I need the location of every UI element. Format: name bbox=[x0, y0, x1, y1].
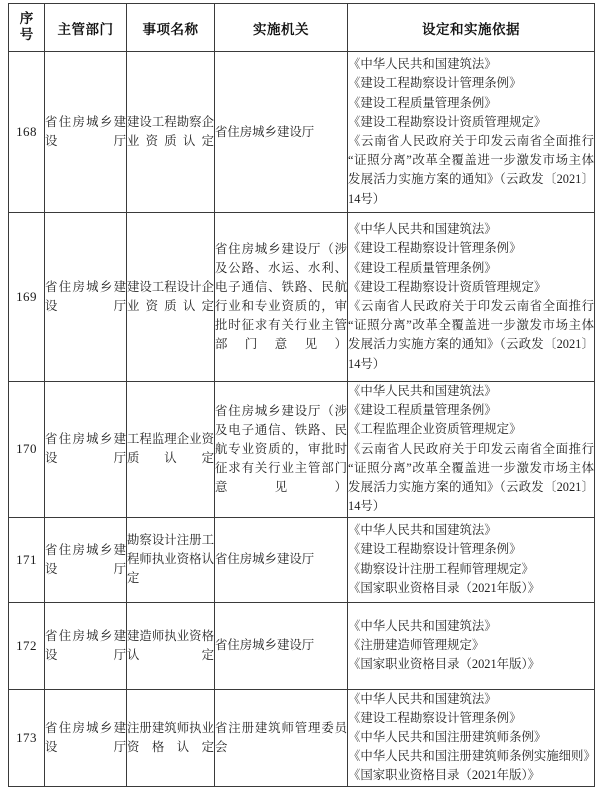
row-item-name-text: 勘察设计注册工程师执业资格认定 bbox=[127, 533, 214, 585]
row-item-name bbox=[127, 52, 215, 213]
legal-basis-entry: 《国家职业资格目录（2021年版）》 bbox=[348, 657, 541, 672]
legal-basis-entry: 《建设工程勘察设计管理条例》 bbox=[348, 542, 522, 557]
legal-basis-entry: 《中华人民共和国建筑法》 bbox=[348, 523, 497, 538]
column-header-implementing-organ: 实施机关 bbox=[215, 4, 348, 52]
row-legal-basis bbox=[348, 689, 595, 786]
column-header-legal-basis: 设定和实施依据 bbox=[348, 4, 595, 52]
legal-basis-entry: 《国家职业资格目录（2021年版）》 bbox=[348, 580, 541, 595]
row-item-name bbox=[127, 382, 215, 518]
row-item-name-text: 注册建筑师执业资格认定 bbox=[127, 720, 214, 754]
legal-basis-entry: 《中华人民共和国建筑法》 bbox=[348, 222, 497, 237]
legal-basis-entry: 《勘察设计注册工程师管理规定》 bbox=[348, 561, 534, 576]
row-item-name bbox=[127, 602, 215, 689]
table-header-row bbox=[9, 4, 595, 52]
row-department bbox=[45, 689, 127, 786]
row-sequence-number: 169 bbox=[9, 213, 45, 382]
legal-basis-entry: 《中华人民共和国建筑法》 bbox=[348, 618, 497, 633]
row-department-text: 省住房城乡建设厅 bbox=[45, 280, 126, 313]
row-sequence-number: 172 bbox=[9, 602, 45, 689]
table-row bbox=[9, 517, 595, 602]
legal-basis-entry: 《建设工程勘察设计资质管理规定》 bbox=[348, 279, 547, 294]
row-department-text: 省住房城乡建设厅 bbox=[45, 542, 126, 576]
row-department bbox=[45, 213, 127, 382]
row-department-text: 省住房城乡建设厅 bbox=[45, 628, 126, 662]
table-header bbox=[9, 4, 595, 52]
row-department bbox=[45, 52, 127, 213]
administrative-license-table bbox=[8, 3, 595, 787]
legal-basis-entry: 《建设工程勘察设计管理条例》 bbox=[348, 710, 522, 725]
row-department bbox=[45, 382, 127, 518]
legal-basis-entry: 《建设工程勘察设计管理条例》 bbox=[348, 76, 522, 91]
row-implementing-organ-text: 省住房城乡建设厅 bbox=[215, 124, 315, 139]
row-department-text: 省住房城乡建设厅 bbox=[45, 115, 126, 148]
row-implementing-organ bbox=[215, 602, 348, 689]
legal-basis-entry: 《建设工程质量管理条例》 bbox=[348, 403, 497, 418]
row-implementing-organ-text: 省注册建筑师管理委员会 bbox=[215, 720, 347, 754]
legal-basis-entry: 《云南省人民政府关于印发云南省全面推行“证照分离”改革全覆盖进一步激发市场主体发展活力实施方案的通知》（云政发〔2021〕14号） bbox=[348, 134, 594, 206]
row-implementing-organ bbox=[215, 517, 348, 602]
row-item-name-text: 建设工程勘察企业资质认定 bbox=[127, 115, 214, 148]
table-row bbox=[9, 602, 595, 689]
table-row bbox=[9, 52, 595, 213]
row-item-name-text: 工程监理企业资质认定 bbox=[127, 432, 214, 466]
row-implementing-organ-text: 省住房城乡建设厅 bbox=[215, 552, 315, 567]
row-implementing-organ-text: 省住房城乡建设厅（涉及公路、水运、水利、电子通信、铁路、民航行业和专业资质的，审批时征求有关行业主管部门意见） bbox=[215, 242, 347, 351]
row-legal-basis bbox=[348, 52, 595, 213]
row-sequence-number: 170 bbox=[9, 382, 45, 518]
legal-basis-entry: 《中华人民共和国建筑法》 bbox=[348, 384, 497, 398]
column-header-sequence-char-2: 号 bbox=[19, 26, 34, 43]
legal-basis-entry: 《工程监理企业资质管理规定》 bbox=[348, 422, 522, 437]
legal-basis-entry: 《中华人民共和国注册建筑师条例实施细则》 bbox=[348, 749, 596, 764]
legal-basis-entry: 《建设工程质量管理条例》 bbox=[348, 260, 497, 275]
legal-basis-entry: 《中华人民共和国注册建筑师条例》 bbox=[348, 729, 547, 744]
legal-basis-entry: 《建设工程勘察设计管理条例》 bbox=[348, 241, 522, 256]
row-department bbox=[45, 602, 127, 689]
row-item-name-text: 建造师执业资格认定 bbox=[127, 628, 214, 662]
row-department-text: 省住房城乡建设厅 bbox=[45, 720, 126, 754]
column-header-sequence-char-1: 序 bbox=[19, 11, 34, 28]
row-sequence-number: 168 bbox=[9, 52, 45, 213]
legal-basis-entry: 《云南省人民政府关于印发云南省全面推行“证照分离”改革全覆盖进一步激发市场主体发展活力实施方案的通知》（云政发〔2021〕14号） bbox=[348, 299, 594, 371]
legal-basis-entry: 《建设工程勘察设计资质管理规定》 bbox=[348, 114, 547, 129]
row-item-name bbox=[127, 213, 215, 382]
table-row bbox=[9, 382, 595, 518]
row-item-name-text: 建设工程设计企业资质认定 bbox=[127, 280, 214, 313]
row-item-name bbox=[127, 689, 215, 786]
column-header-sequence bbox=[9, 4, 45, 52]
table-row bbox=[9, 689, 595, 786]
legal-basis-entry: 《中华人民共和国建筑法》 bbox=[348, 691, 497, 706]
column-header-department: 主管部门 bbox=[45, 4, 127, 52]
legal-basis-entry: 《云南省人民政府关于印发云南省全面推行“证照分离”改革全覆盖进一步激发市场主体发展活力实施方案的通知》（云政发〔2021〕14号） bbox=[348, 441, 594, 514]
row-legal-basis bbox=[348, 602, 595, 689]
row-sequence-number: 173 bbox=[9, 689, 45, 786]
row-department bbox=[45, 517, 127, 602]
legal-basis-entry: 《中华人民共和国建筑法》 bbox=[348, 57, 497, 72]
legal-basis-entry: 《注册建造师管理规定》 bbox=[348, 637, 485, 652]
table-row bbox=[9, 213, 595, 382]
row-implementing-organ bbox=[215, 52, 348, 213]
row-legal-basis bbox=[348, 213, 595, 382]
row-legal-basis bbox=[348, 382, 595, 518]
table-body bbox=[9, 52, 595, 787]
row-implementing-organ-text: 省住房城乡建设厅（涉及电子通信、铁路、民航专业资质的，审批时征求有关行业主管部门意见） bbox=[215, 404, 347, 494]
row-implementing-organ bbox=[215, 689, 348, 786]
row-implementing-organ bbox=[215, 382, 348, 518]
column-header-item-name: 事项名称 bbox=[127, 4, 215, 52]
row-department-text: 省住房城乡建设厅 bbox=[45, 432, 126, 466]
row-implementing-organ-text: 省住房城乡建设厅 bbox=[215, 638, 315, 653]
row-implementing-organ bbox=[215, 213, 348, 382]
legal-basis-entry: 《国家职业资格目录（2021年版）》 bbox=[348, 768, 541, 783]
row-sequence-number: 171 bbox=[9, 517, 45, 602]
row-item-name bbox=[127, 517, 215, 602]
row-legal-basis bbox=[348, 517, 595, 602]
legal-basis-entry: 《建设工程质量管理条例》 bbox=[348, 95, 497, 110]
